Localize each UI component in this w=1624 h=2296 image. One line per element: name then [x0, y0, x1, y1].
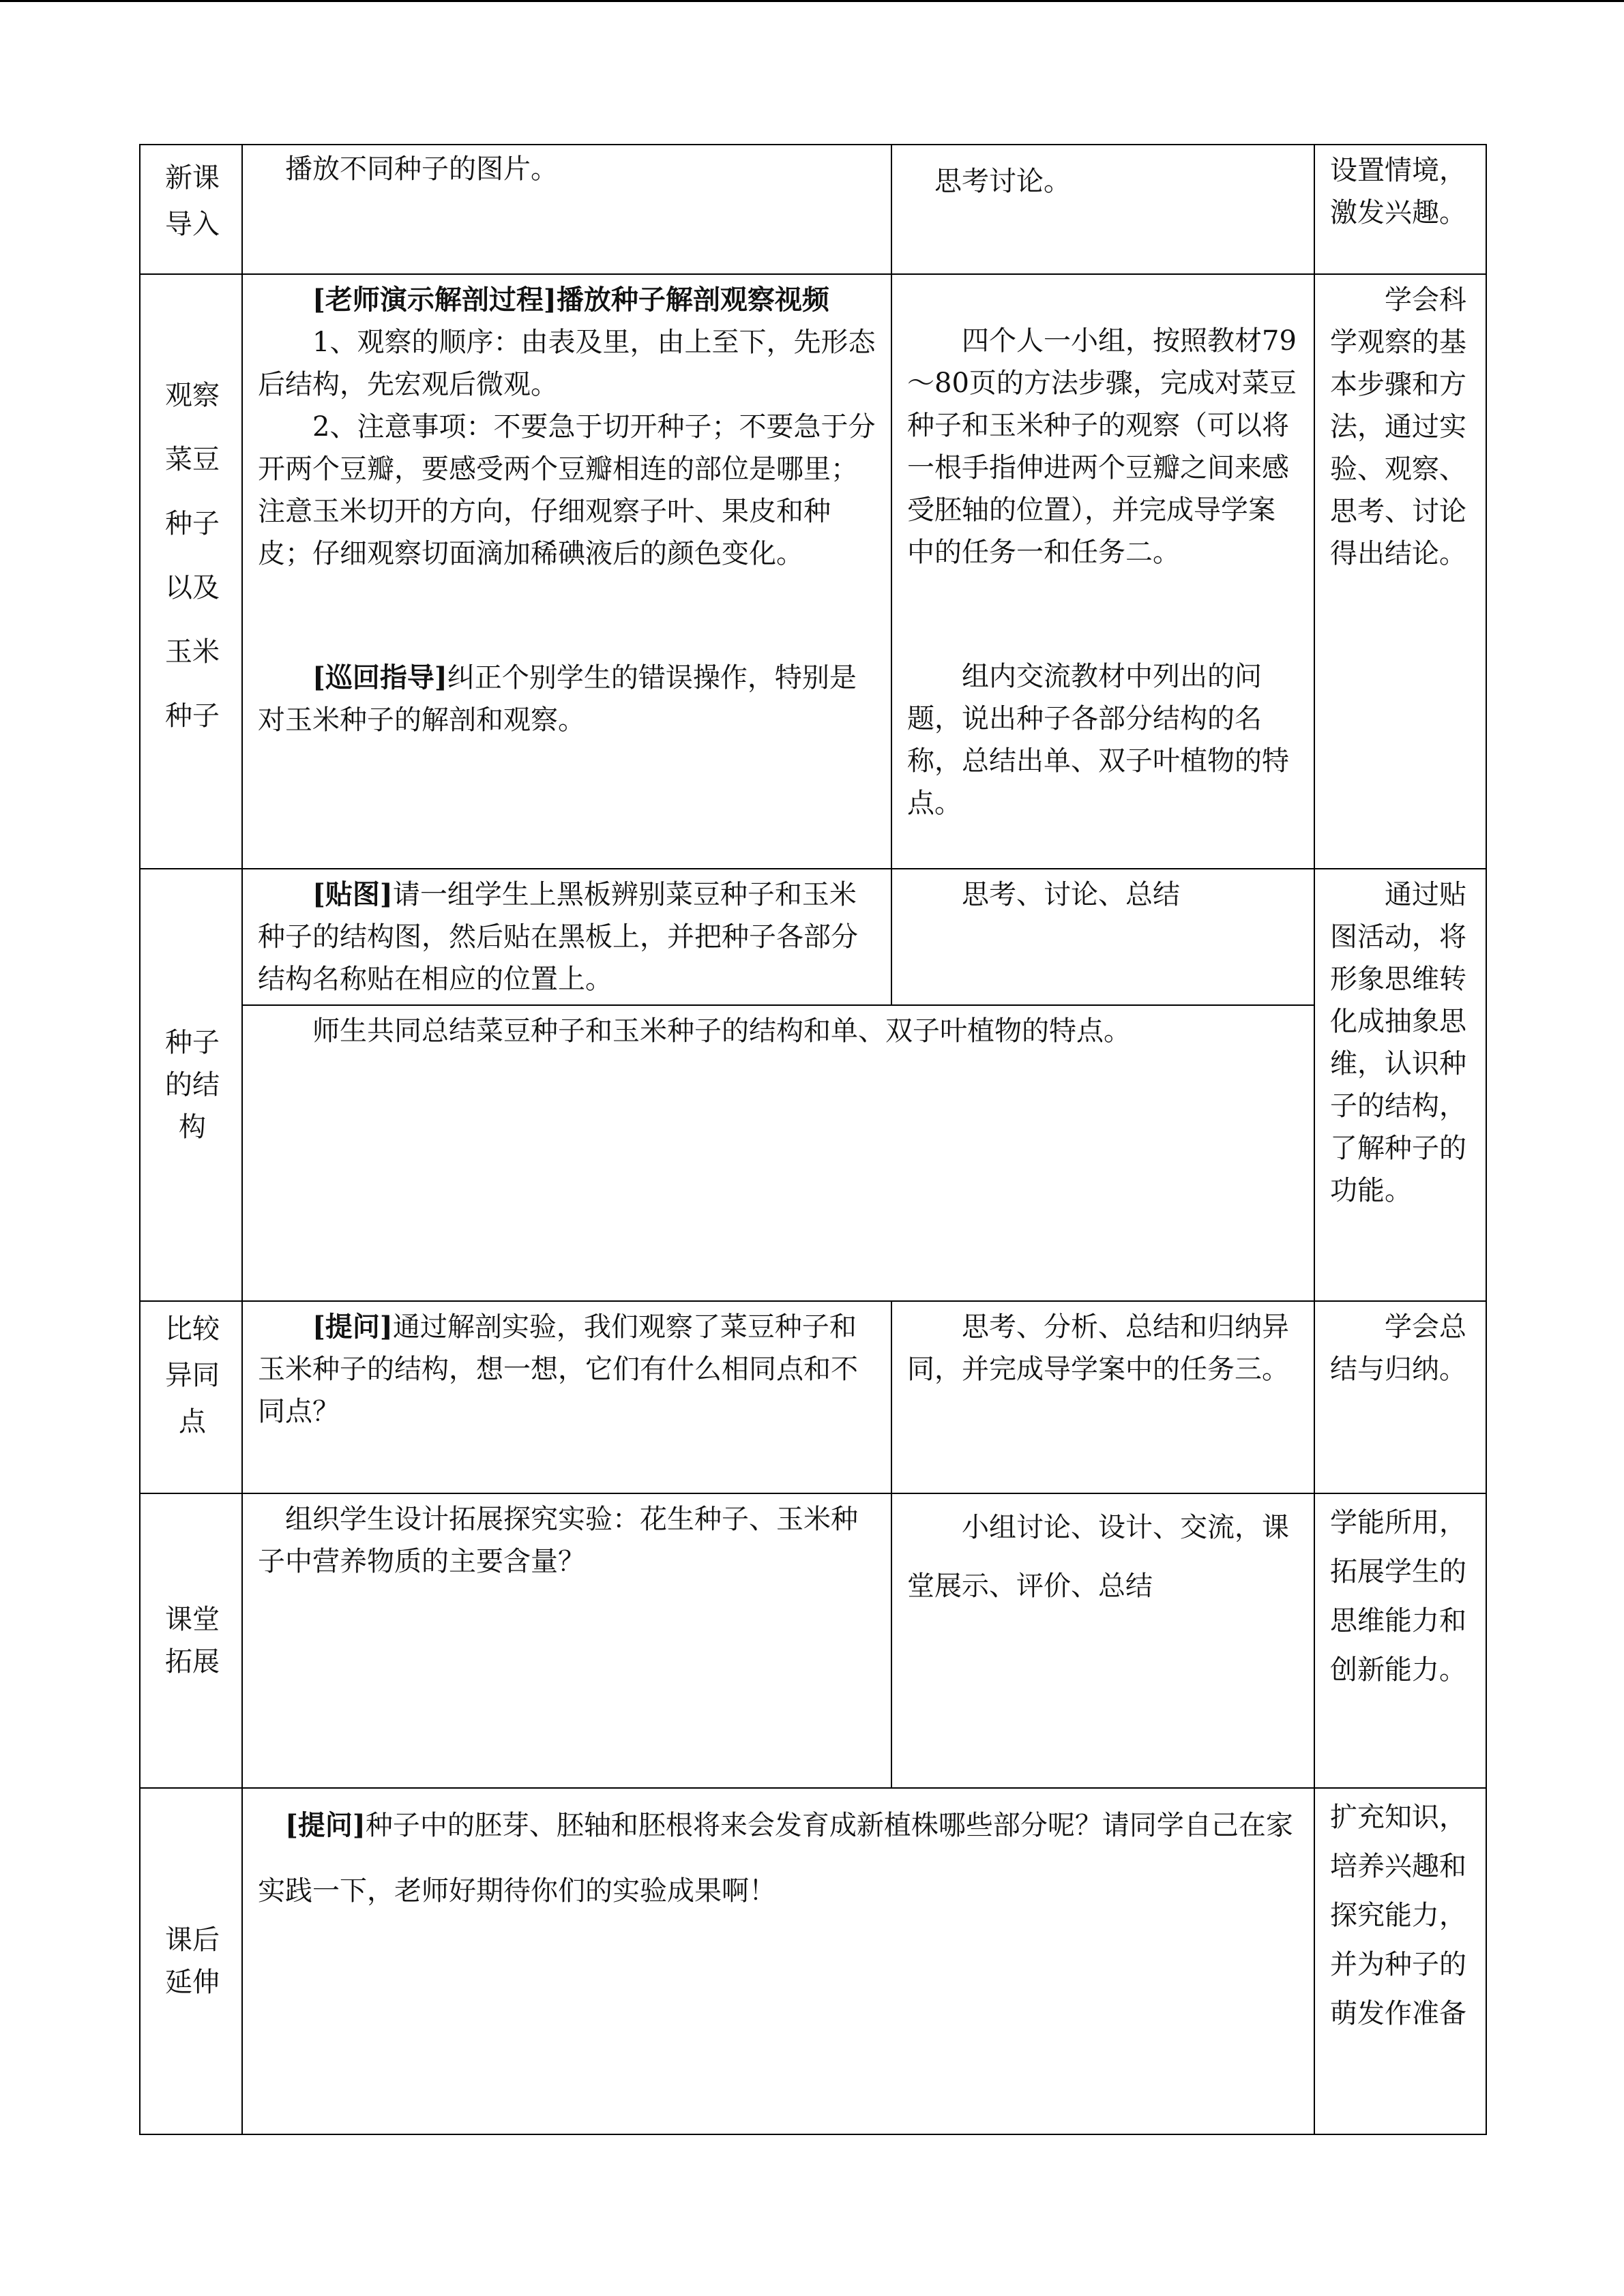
aim-text: 设置情境，激发兴趣。: [1330, 155, 1466, 228]
stage-cell: 观察菜豆种子以及玉米种子: [140, 274, 242, 869]
design-intent-cell: [1314, 1493, 1486, 1788]
teacher-activity-cell: [242, 1301, 891, 1493]
lesson-plan-table: [139, 144, 1487, 2135]
teacher-guidance: [258, 657, 879, 741]
guidance-text: 纠正个别学生的错误操作，特别是对玉米种子的解剖和观察。: [258, 662, 857, 736]
teacher-activity-cell: [242, 1493, 891, 1788]
table-row: [140, 274, 1486, 869]
teacher-step-1: 1、观察的顺序：由表及里，由上至下，先形态后结构，先宏观后微观。: [258, 327, 876, 400]
table-row: [140, 1301, 1486, 1493]
teacher-activity-cell: [242, 1788, 1314, 2134]
student-text: 思考讨论。: [934, 166, 1071, 197]
student-activity-cell: [891, 274, 1314, 869]
student-activity-cell: [891, 1493, 1314, 1788]
teacher-text: 组织学生设计拓展探究实验：花生种子、玉米种子中营养物质的主要含量？: [258, 1504, 858, 1577]
table-row: [140, 869, 1486, 1005]
teacher-activity-cell: [242, 145, 891, 274]
teacher-step-2: 2、注意事项：不要急于切开种子；不要急于分开两个豆瓣，要感受两个豆瓣相连的部位是哪里；注意玉米切开的方向，仔细观察子叶、果皮和种皮；仔细观察切面滴加稀碘液后的颜色变化。: [258, 411, 876, 569]
design-intent-cell: [1314, 274, 1486, 869]
design-intent-cell: [1314, 869, 1486, 1301]
table-row: [140, 1493, 1486, 1788]
student-task-text: 四个人一小组，按照教材79～80页的方法步骤，完成对菜豆种子和玉米种子的观察（可以将一根手指伸进两个豆瓣之间来感受胚轴的位置），并完成导学案中的任务一和任务二。: [907, 325, 1297, 568]
aim-text: 学会总结与归纳。: [1330, 1311, 1466, 1385]
aim-text: 学会科学观察的基本步骤和方法，通过实验、观察、思考、讨论得出结论。: [1330, 284, 1466, 569]
student-text: 思考、讨论、总结: [962, 879, 1180, 910]
student-activity-cell: [891, 869, 1314, 1005]
teacher-paste-text: [贴图]请一组学生上黑板辨别菜豆种子和玉米种子的结构图，然后贴在黑板上，并把种子各部分结构名称贴在相应的位置上。: [258, 878, 858, 995]
design-intent-cell: [1314, 145, 1486, 274]
summary-text: 师生共同总结菜豆种子和玉米种子的结构和单、双子叶植物的特点。: [312, 1015, 1131, 1047]
table-row: [140, 145, 1486, 274]
question-tag: [提问]: [312, 1311, 393, 1343]
stage-cell: 新课导入: [140, 145, 242, 274]
teacher-question: [提问]通过解剖实验，我们观察了菜豆种子和玉米种子的结构，想一想，它们有什么相同点和不同点？: [258, 1311, 858, 1427]
stage-cell: 课后延伸: [140, 1788, 242, 2134]
question-tag: [提问]: [285, 1809, 366, 1841]
aim-text: 扩充知识，培养兴趣和探究能力，并为种子的萌发作准备: [1330, 1802, 1466, 2029]
design-intent-cell: [1314, 1788, 1486, 2134]
table-row: [140, 1788, 1486, 2134]
aim-text: 通过贴图活动，将形象思维转化成抽象思维，认识种子的结构，了解种子的功能。: [1330, 879, 1466, 1206]
stage-cell: 课堂拓展: [140, 1493, 242, 1788]
student-discussion-text: 组内交流教材中列出的问题，说出种子各部分结构的名称，总结出单、双子叶植物的特点。: [907, 661, 1289, 819]
stage-cell: 种子的结构: [140, 869, 242, 1301]
teacher-heading: [老师演示解剖过程]播放种子解剖观察视频: [312, 284, 829, 316]
guidance-tag: [巡回指导]: [312, 661, 447, 694]
student-activity-cell: [891, 145, 1314, 274]
table-row: [140, 1005, 1486, 1301]
student-activity-cell: [891, 1301, 1314, 1493]
teacher-text: 播放不同种子的图片。: [285, 153, 558, 185]
paste-tag: [贴图]: [312, 878, 393, 910]
student-text: 小组讨论、设计、交流，课堂展示、评价、总结: [907, 1512, 1289, 1602]
teacher-activity-cell: [242, 274, 891, 869]
teacher-activity-cell: [242, 869, 891, 1005]
student-text: 思考、分析、总结和归纳异同，并完成导学案中的任务三。: [907, 1311, 1289, 1385]
page-top-border: [0, 0, 1624, 2]
stage-cell: 比较异同点: [140, 1301, 242, 1493]
aim-text: 学能所用，拓展学生的思维能力和创新能力。: [1330, 1507, 1466, 1686]
design-intent-cell: [1314, 1301, 1486, 1493]
summary-cell: [242, 1005, 1314, 1301]
teacher-question: [提问]种子中的胚芽、胚轴和胚根将来会发育成新植株哪些部分呢？请同学自己在家实践一下，老师好期待你们的实验成果啊！: [258, 1809, 1293, 1907]
